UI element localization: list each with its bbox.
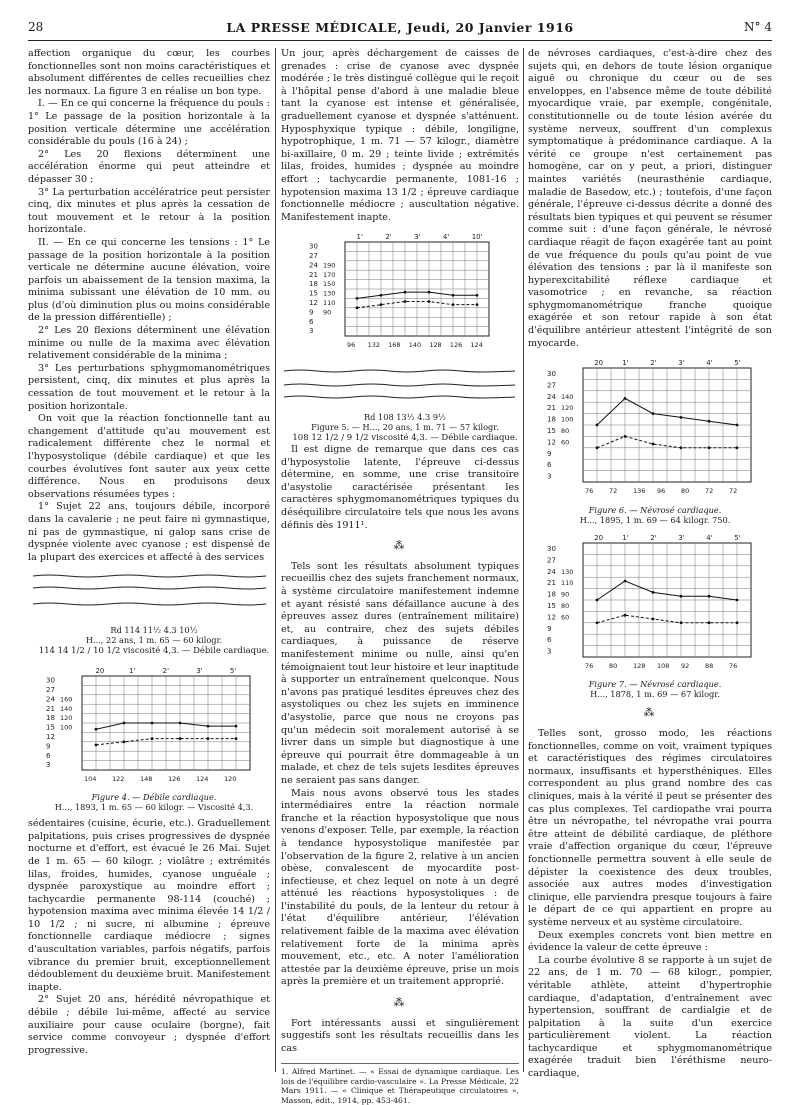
pulse-tick-label: 110 bbox=[561, 579, 574, 588]
pulse-tick-label: 140 bbox=[561, 393, 574, 402]
figure-subcaption: H..., 1878, 1 m. 69 — 67 kilogr. bbox=[590, 689, 720, 700]
pulse-value-label: 148 bbox=[140, 774, 153, 783]
page-header bbox=[28, 20, 772, 41]
pulse-tick-label: 100 bbox=[561, 415, 574, 424]
axis-tick-label: 27 bbox=[46, 685, 55, 694]
time-tick-label: 20 bbox=[594, 359, 604, 368]
axis-tick-label: 12 bbox=[309, 299, 318, 308]
pulse-value-label: 88 bbox=[705, 661, 714, 670]
trace-values: Rd 108 13½ 4.3 9½ bbox=[364, 411, 446, 422]
data-point bbox=[708, 595, 711, 598]
paragraph: Mais nous avons observé tous les stades intermédiaires entre la réaction normale franche et la réaction hyposystolique que nous venons d'exposer. Telle, par exemple, la réaction à tendance hyposystolique manifestée par l'observation de la figure 2, relative à un ancien obèse, convalescent de myocardite post-infectieuse, et chez lequel on note à un degré atténué les réactions hyposystoliques : de l'instabilité du pouls, de la lenteur du retour à l'état d'équilibre antérieur, l'élévation relativement faible de la maxima avec élévation relativement forte de la minima après mouvement, etc., etc. A noter l'amélioration attestée par la deuxième épreuve, prise un mois après la première et un traitement approprié. bbox=[281, 787, 519, 988]
section-separator: ⁂ bbox=[643, 706, 657, 720]
pulse-value-label: 108 bbox=[657, 661, 670, 670]
pulse-value-label: 120 bbox=[224, 774, 237, 783]
paragraph: Tels sont les résultats absolument typiques recueillis chez des sujets franchement normaux, à système circulatoire manifestement indemne et ayant résisté sans défaillance aucune à des épreuves assez dures (entraînement militaire) et, au contraire, chez des sujets débiles cardiaques, à puissance de réserve manifestement minime ou nulle, ainsi qu'en témoignaient tout leur histoire et leur inaptitude à supporter un entraînement quelconque. Nous n'avons pas pratiqué lesdites épreuves chez des asystoliques ou chez les sujets en imminence d'asystolie, parce que nous ne croyons pas qu'un médecin soit moralement autorisé à se livrer dans un simple but diagnostique à une épreuve qui pourrait être dommageable à un malade, et chez de tels sujets lesdites épreuves ne seraient pas sans danger. bbox=[281, 560, 519, 786]
time-tick-label: 20 bbox=[95, 666, 105, 675]
pulse-tick-label: 60 bbox=[561, 438, 570, 447]
page-number: 28 bbox=[28, 20, 44, 34]
data-point bbox=[596, 621, 599, 624]
axis-tick-label: 15 bbox=[547, 601, 556, 610]
viscosity-caption: 108 12 1/2 / 9 1/2 viscosité 4,3. — Débile cardiaque. bbox=[292, 432, 518, 443]
paragraph: sédentaires (cuisine, écurie, etc.). Graduellement palpitations, puis crises progressives de dyspnée nocturne et d'effort, est évacué le 26 Mai. Sujet de 1 m. 65 — 60 kilogr. ; violâtre ; extrémités lilas, froides, humides, cyanose unguéale ; dyspnée paroxystique au moindre effort ; tachycardie permanente 98-114 (couché) ; hypotension maxima avec minima élevée 14 1/2 / 10 1/2 ; ni sucre, ni albumine ; épreuve fonctionnelle cardiaque médiocre ; signes d'auscultation variables, parfois négatifs, parfois vibrance du premier bruit, exceptionnellement dédoublement du deuxième bruit. Manifestement inapte. bbox=[28, 818, 270, 993]
column-middle bbox=[281, 48, 519, 1105]
pulse-tick-label: 110 bbox=[323, 299, 336, 308]
axis-tick-label: 30 bbox=[46, 676, 55, 685]
time-tick-label: 5' bbox=[229, 666, 237, 675]
axis-tick-label: 9 bbox=[46, 741, 51, 750]
data-point bbox=[207, 724, 210, 727]
pulse-value-label: 80 bbox=[681, 487, 690, 496]
pulse-value-label: 126 bbox=[168, 774, 181, 783]
pulse-tick-label: 100 bbox=[60, 723, 73, 732]
data-point bbox=[207, 737, 210, 740]
paragraph: 3° Les perturbations sphygmomanométriques persistent, cinq, dix minutes et plus après la cessation de tout mouvement et le retour à la position horizontale. bbox=[28, 362, 270, 412]
figure-caption: Figure 7. — Névrosé cardiaque. bbox=[588, 679, 722, 690]
data-point bbox=[624, 397, 627, 400]
axis-tick-label: 18 bbox=[547, 415, 556, 424]
figure-subcaption: H..., 1893, 1 m. 65 — 60 kilogr. — Viscosité 4,3. bbox=[54, 802, 254, 813]
time-tick-label: 3' bbox=[414, 233, 421, 242]
paragraph: La courbe évolutive 8 se rapporte à un sujet de 22 ans, de 1 m. 70 — 68 kilogr., pompier, véritable athlète, atteint d'hypertrophie cardiaque, d'adaptation, d'entraînement avec hypertension, souffrant de cardialgie et de palpitation à la suite d'un exercice particulièrement violent. La réaction tachycardique et sphygmomanométrique exagérée traduit bien l'éréthisme neuro-cardiaque, bbox=[528, 954, 772, 1080]
paragraph: affection organique du cœur, les courbes fonctionnelles sont non moins caractéristiques et absolument différentes de celles recueillies chez les normaux. La figure 3 en réalise un bon type. bbox=[28, 48, 270, 97]
pulse-tick-label: 90 bbox=[561, 590, 570, 599]
data-point bbox=[380, 304, 383, 307]
axis-tick-label: 9 bbox=[547, 624, 552, 633]
section-separator: ⁂ bbox=[393, 539, 407, 553]
viscosity-caption: 114 14 1/2 / 10 1/2 viscosité 4,3. — Débile cardiaque. bbox=[38, 645, 270, 656]
pulse-tick-label: 60 bbox=[561, 613, 570, 622]
paragraph: 1° Sujet 22 ans, toujours débile, incorporé dans la cavalerie ; ne peut faire ni gymnastique, ni pas de gymnastique, ni galop sans crise de dyspnée violente avec cyanose ; est dispensé de la plupart des exercices et affecté à des services bbox=[28, 501, 270, 563]
data-point bbox=[95, 743, 98, 746]
axis-tick-label: 3 bbox=[547, 472, 552, 481]
axis-tick-label: 18 bbox=[309, 280, 318, 289]
section-separator: ⁂ bbox=[393, 996, 407, 1010]
pulse-tick-label: 130 bbox=[561, 567, 574, 576]
data-point bbox=[708, 420, 711, 423]
data-point bbox=[652, 443, 655, 446]
figure-7-chart bbox=[545, 531, 755, 671]
time-tick-label: 1' bbox=[622, 533, 629, 542]
data-point bbox=[680, 595, 683, 598]
pulse-value-label: 128 bbox=[633, 661, 646, 670]
sphygmo-trace bbox=[281, 363, 519, 403]
trace-values: Rd 114 11½ 4.3 10½ bbox=[110, 624, 198, 635]
paragraph: Un jour, après déchargement de caisses de grenades : crise de cyanose avec dyspnée modérée ; le très distingué collègue qui le reçoit à l'hôpital pense d'abord à une maladie bleue tant la cyanose est intense et généralisée, graduellement cyanose et dyspnée s'atténuent. Hyposphyxique typique : débile, longiligne, hypotrophique, 1 m. 71 — 57 kilogr., diamètre bi-axillaire, 0 m. 29 ; teinte livide ; extrémités lilas, froides, humides ; dyspnée au moindre effort ; tachycardie permanente, 1081-16 ; hypotension maxima 13 1/2 ; épreuve cardiaque fonctionnelle médiocre ; auscultation négative. Manifestement inapte. bbox=[281, 48, 519, 223]
data-point bbox=[452, 304, 455, 307]
data-point bbox=[736, 598, 739, 601]
pulse-tick-label: 160 bbox=[60, 694, 73, 703]
time-tick-label: 1' bbox=[356, 233, 363, 242]
pulse-value-label: 132 bbox=[367, 341, 380, 350]
pulse-value-label: 76 bbox=[729, 661, 738, 670]
paragraph: de névroses cardiaques, c'est-à-dire chez des sujets qui, en dehors de toute lésion organique aiguë ou chronique du cœur ou de ses enveloppes, en l'absence même de toute débilité myocardique vraie, par exemple, congénitale, constitutionnelle ou de toute lésion avérée du système nerveux, souffrent d'un complexus symptomatique à prédominance cardiaque. A la vérité ce groupe n'est certainement pas homogène, car on y peut, a priori, distinguer maintes variétés (neurasthénie cardiaque, maladie de Basedow, etc.) ; toutefois, d'une façon générale, l'épreuve ci-dessus décrite a donné des résultats bien typiques et qui peuvent se résumer comme suit : d'une façon générale, le névrosé cardiaque réagit de façon exagérée tant au point de vue fréquence du pouls qu'au point de vue élévation des tensions ; par là il manifeste son hyperexcitabilité réflexe cardiaque et vasomotrice ; en revanche, sa réaction sphygmomanométrique franche quoique exagérée et son retour rapide à son état d'équilibre antérieur attestent l'intégrité de son myocarde. bbox=[528, 48, 772, 349]
axis-tick-label: 3 bbox=[547, 647, 552, 656]
data-point bbox=[356, 297, 359, 300]
data-point bbox=[736, 621, 739, 624]
pulse-value-label: 96 bbox=[347, 341, 356, 350]
axis-tick-label: 6 bbox=[46, 751, 51, 760]
pulse-value-label: 128 bbox=[429, 341, 442, 350]
axis-tick-label: 27 bbox=[547, 556, 556, 565]
pulse-tick-label: 80 bbox=[561, 427, 570, 436]
data-point bbox=[708, 621, 711, 624]
pulse-value-label: 168 bbox=[388, 341, 401, 350]
axis-tick-label: 21 bbox=[547, 579, 556, 588]
data-point bbox=[179, 721, 182, 724]
time-tick-label: 1' bbox=[129, 666, 136, 675]
axis-tick-label: 27 bbox=[547, 381, 556, 390]
data-point bbox=[404, 300, 407, 303]
data-point bbox=[624, 435, 627, 438]
axis-tick-label: 12 bbox=[547, 438, 556, 447]
data-point bbox=[624, 614, 627, 617]
pulse-value-label: 72 bbox=[705, 487, 714, 496]
data-point bbox=[624, 579, 627, 582]
time-tick-label: 3' bbox=[678, 359, 685, 368]
data-point bbox=[179, 737, 182, 740]
figure-caption: Figure 6. — Névrosé cardiaque. bbox=[588, 504, 722, 515]
axis-tick-label: 21 bbox=[309, 271, 318, 280]
axis-tick-label: 6 bbox=[547, 461, 552, 470]
data-point bbox=[235, 737, 238, 740]
paragraph: II. — En ce qui concerne les tensions : 1° Le passage de la position horizontale à la position verticale ne détermine aucune élévation, voire parfois un abaissement de la tension maxima, la minima subissant une élévation de 10 mm. ou plus (d'où diminution plus ou moins considérable de la pression différentielle) ; bbox=[28, 236, 270, 324]
pulse-value-label: 76 bbox=[585, 487, 594, 496]
data-point bbox=[95, 727, 98, 730]
pulse-value-label: 122 bbox=[112, 774, 125, 783]
figure-caption: Figure 5. — H..., 20 ans, 1 m. 71 — 57 kilogr. bbox=[311, 421, 499, 432]
paragraph: 3° La perturbation accélératrice peut persister cinq, dix minutes et plus après la cessation de tout mouvement et le retour à la position horizontale. bbox=[28, 186, 270, 236]
column-left bbox=[28, 48, 270, 1076]
pulse-tick-label: 90 bbox=[323, 308, 332, 317]
axis-tick-label: 3 bbox=[46, 760, 51, 769]
axis-tick-label: 15 bbox=[547, 427, 556, 436]
axis-tick-label: 9 bbox=[547, 450, 552, 459]
data-point bbox=[380, 294, 383, 297]
axis-tick-label: 21 bbox=[46, 704, 55, 713]
data-point bbox=[428, 291, 431, 294]
axis-tick-label: 24 bbox=[547, 393, 556, 402]
axis-tick-label: 6 bbox=[309, 318, 314, 327]
figure-6 bbox=[528, 356, 772, 501]
data-point bbox=[476, 294, 479, 297]
data-point bbox=[123, 740, 126, 743]
pulse-tick-label: 120 bbox=[561, 404, 574, 413]
pulse-value-label: 126 bbox=[449, 341, 463, 350]
pulse-value-label: 104 bbox=[84, 774, 97, 783]
pulse-tick-label: 190 bbox=[323, 261, 336, 270]
figure-7 bbox=[528, 531, 772, 676]
pulse-value-label: 140 bbox=[408, 341, 422, 350]
data-point bbox=[476, 304, 479, 307]
axis-tick-label: 3 bbox=[309, 327, 314, 336]
time-tick-label: 3' bbox=[196, 666, 203, 675]
data-point bbox=[680, 416, 683, 419]
data-point bbox=[736, 424, 739, 427]
data-point bbox=[404, 291, 407, 294]
data-point bbox=[235, 724, 238, 727]
data-point bbox=[452, 294, 455, 297]
time-tick-label: 2' bbox=[385, 233, 392, 242]
data-point bbox=[151, 737, 154, 740]
pulse-tick-label: 120 bbox=[60, 713, 73, 722]
paragraph: Fort intéressants aussi et singulièrement suggestifs sont les résultats recueillis dans les cas bbox=[281, 1017, 519, 1054]
footnote: 1. Alfred Martinet. — « Essai de dynamique cardiaque. Les lois de l'équilibre cardio-vasculaire ». La Presse Médicale, 22 Mars 1911. — « Clinique et Thérapeutique circulatoires », Masson, édit., 1914, pp. 453-461. bbox=[281, 1063, 519, 1105]
axis-tick-label: 18 bbox=[46, 713, 55, 722]
pulse-value-label: 124 bbox=[196, 774, 209, 783]
axis-tick-label: 18 bbox=[547, 590, 556, 599]
figure-5-chart bbox=[307, 230, 493, 350]
pulse-tick-label: 140 bbox=[60, 704, 73, 713]
time-tick-label: 20 bbox=[594, 533, 604, 542]
data-point bbox=[428, 300, 431, 303]
time-tick-label: 2' bbox=[162, 666, 170, 675]
data-point bbox=[708, 447, 711, 450]
data-point bbox=[680, 447, 683, 450]
axis-tick-label: 24 bbox=[46, 694, 55, 703]
paragraph: On voit que la réaction fonctionnelle tant au changement d'attitude qu'au mouvement est radicalement différente chez le normal et l'hyposystolique (débile cardiaque) et que les courbes évolutives font sauter aux yeux cette différence. Nous en produisons deux observations résumées types : bbox=[28, 413, 270, 500]
axis-tick-label: 24 bbox=[309, 261, 318, 270]
figure-4 bbox=[28, 664, 270, 789]
column-rule bbox=[523, 48, 524, 1072]
time-tick-label: 3' bbox=[678, 533, 685, 542]
axis-tick-label: 15 bbox=[309, 289, 318, 298]
axis-tick-label: 9 bbox=[309, 308, 314, 317]
axis-tick-label: 21 bbox=[547, 404, 556, 413]
pulse-value-label: 80 bbox=[609, 661, 618, 670]
data-point bbox=[596, 598, 599, 601]
paragraph: I. — En ce qui concerne la fréquence du pouls : 1° Le passage de la position horizontale à la position verticale détermine une accélération considérable du pouls (16 à 24) ; bbox=[28, 98, 270, 148]
pulse-value-label: 124 bbox=[470, 341, 483, 350]
column-right bbox=[528, 48, 772, 1080]
data-point bbox=[652, 617, 655, 620]
data-point bbox=[123, 721, 126, 724]
data-point bbox=[356, 307, 359, 310]
subject-caption: H..., 22 ans, 1 m. 65 — 60 kilogr. bbox=[85, 634, 223, 645]
axis-tick-label: 24 bbox=[547, 567, 556, 576]
axis-tick-label: 15 bbox=[46, 723, 55, 732]
axis-tick-label: 30 bbox=[309, 242, 318, 251]
axis-tick-label: 12 bbox=[46, 732, 55, 741]
time-tick-label: 4' bbox=[706, 533, 713, 542]
time-tick-label: 2' bbox=[650, 533, 657, 542]
pulse-tick-label: 130 bbox=[323, 289, 336, 298]
pulse-tick-label: 150 bbox=[323, 280, 336, 289]
paragraph: Il est digne de remarque que dans ces cas d'hyposystolie latente, l'épreuve ci-dessus détermine, en somme, une crise transitoire d'asystolie caractérisée présentant les caractères sphygmomanométriques typiques du déséquilibre circulatoire tels que nous les avons définis dès 1911¹. bbox=[281, 444, 519, 531]
axis-tick-label: 30 bbox=[547, 370, 556, 379]
pulse-value-label: 136 bbox=[633, 487, 646, 496]
pulse-tick-label: 80 bbox=[561, 601, 570, 610]
paragraph: 2° Les 20 flexions déterminent une élévation minime ou nulle de la maxima avec élévation relativement considérable de la minima ; bbox=[28, 325, 270, 362]
time-tick-label: 4' bbox=[442, 233, 450, 242]
journal-title: LA PRESSE MÉDICALE, Jeudi, 20 Janvier 1916 bbox=[226, 20, 574, 35]
figure-5 bbox=[281, 230, 519, 355]
data-point bbox=[151, 721, 154, 724]
time-tick-label: 4' bbox=[706, 359, 713, 368]
axis-tick-label: 27 bbox=[309, 252, 318, 261]
data-point bbox=[652, 412, 655, 415]
axis-tick-label: 12 bbox=[547, 613, 556, 622]
paragraph: 2° Sujet 20 ans, hérédité névropathique et débile ; débile lui-même, affecté au service auxiliaire pour cause oculaire (borgne), fait service comme convoyeur ; dyspnée d'effort progressive. bbox=[28, 994, 270, 1056]
data-point bbox=[680, 621, 683, 624]
time-tick-label: 10' bbox=[471, 233, 483, 242]
time-tick-label: 2' bbox=[650, 359, 657, 368]
time-tick-label: 1' bbox=[622, 359, 629, 368]
time-tick-label: 5' bbox=[734, 359, 741, 368]
paragraph: Deux exemples concrets vont bien mettre en évidence la valeur de cette épreuve : bbox=[528, 929, 772, 954]
data-point bbox=[596, 424, 599, 427]
pulse-value-label: 72 bbox=[729, 487, 738, 496]
figure-subcaption: H..., 1895, 1 m. 69 — 64 kilogr. 750. bbox=[579, 514, 731, 525]
time-tick-label: 5' bbox=[734, 533, 741, 542]
figure-4-chart bbox=[44, 664, 254, 784]
data-point bbox=[596, 447, 599, 450]
data-point bbox=[652, 591, 655, 594]
pulse-value-label: 76 bbox=[585, 661, 594, 670]
axis-tick-label: 6 bbox=[547, 636, 552, 645]
issue-number: N° 4 bbox=[744, 20, 772, 34]
figure-6-chart bbox=[545, 356, 755, 496]
pulse-value-label: 92 bbox=[681, 661, 690, 670]
data-point bbox=[736, 447, 739, 450]
column-rule bbox=[275, 48, 276, 1072]
axis-tick-label: 30 bbox=[547, 544, 556, 553]
pulse-tick-label: 170 bbox=[323, 271, 336, 280]
pulse-value-label: 72 bbox=[609, 487, 618, 496]
figure-caption: Figure 4. — Débile cardiaque. bbox=[91, 792, 217, 803]
sphygmo-trace bbox=[28, 568, 270, 616]
pulse-value-label: 96 bbox=[657, 487, 666, 496]
paragraph: Telles sont, grosso modo, les réactions fonctionnelles, comme on voit, vraiment typiques et caractéristiques des régimes circulatoires normaux, insuffisants et hypersthéniques. Elles correspondent au plus grand nombre des cas cliniques, mais à la vérité il peut se présenter des cas plus complexes. Tel cardiopathe vrai pourra être un névropathe, tel névropathe vrai pourra être atteint de débilité cardiaque, de pléthore vraie d'affection organique du cœur, l'épreuve fonctionnelle permettra souvent à elle seule de dépister la coexistence des deux troubles, associée aux autres modes d'investigation clinique, elle parviendra presque toujours à faire le départ de ce qui appartient en propre au système nerveux et au système circulatoire. bbox=[528, 728, 772, 928]
paragraph: 2° Les 20 flexions déterminent une accélération énorme qui peut atteindre et dépasser 30 ; bbox=[28, 148, 270, 185]
